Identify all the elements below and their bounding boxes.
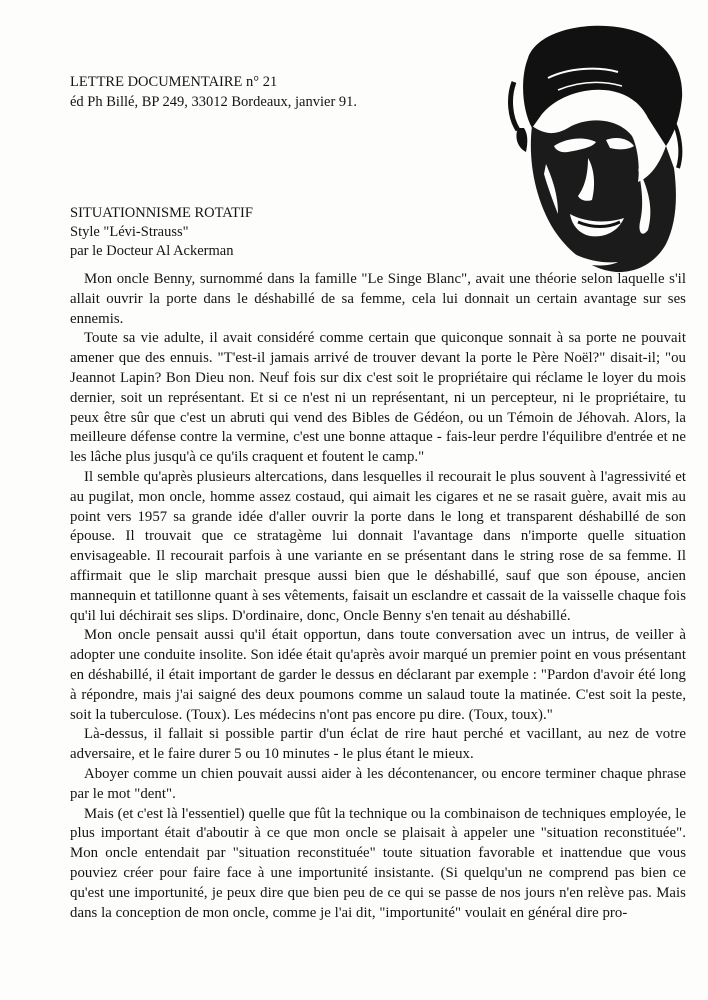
woodcut-portrait-illustration [488,18,692,282]
article-style: Style "Lévi-Strauss" [70,224,189,240]
paragraph: Là-dessus, il fallait si possible partir d'un éclat de rire haut perché et vacillant, au nez de votre adversaire, et le faire durer 5 ou 10 minutes - le plus étant le mieux. [70,726,686,763]
paragraph: Mon oncle Benny, surnommé dans la famille "Le Singe Blanc", avait une théorie selon laquelle s'il allait ouvrir la porte dans le déshabillé de sa femme, cela lui donnait un certain avantage sur ses ennemis. [70,271,686,327]
header-publisher: éd Ph Billé, BP 249, 33012 Bordeaux, janvier 91. [70,94,358,110]
article-body [70,270,686,923]
paragraph: Il semble qu'après plusieurs altercations, dans lesquelles il recourait le plus souvent à l'agressivité et au pugilat, mon oncle, homme assez costaud, qui aimait les cigares et ne se rasait guère, avait mis au point vers 1957 sa grande idée d'aller ouvrir la porte dans le long et transparent déshabillé de son épouse. Il trouvait que ce stratagème lui donnait l'avantage dans n'importe quelle situation envisageable. Il recourait parfois à une variante en se présentant dans le string rose de sa femme. Il affirmait que le slip marchait presque aussi bien que le déshabillé, sauf que son épouse, ancien mannequin et tatillonne quant à ses vêtements, faisait un esclandre et cassait de la vaisselle chaque fois qu'il lui déchirait ses slips. D'ordinaire, donc, Oncle Benny s'en tenait au déshabillé. [70,468,686,624]
letter-header [70,72,357,112]
paragraph: Mon oncle pensait aussi qu'il était opportun, dans toute conversation avec un intrus, de veiller à adopter une conduite insolite. Son idée était qu'après avoir marqué un premier point en vous présentant en déshabillé, il était important de garder le dessus en déclarant par exemple : "Pardon d'avoir été long à répondre, mais j'ai saigné des deux poumons comme un salaud toute la matinée. C'est soit la peste, soit la tuberculose. (Toux). Les médecins n'ont pas encore pu dire. (Toux, toux)." [70,627,686,723]
article-author: par le Docteur Al Ackerman [70,243,234,259]
article-heading [70,204,253,261]
paragraph: Aboyer comme un chien pouvait aussi aider à les décontenancer, ou encore terminer chaque phrase par le mot "dent". [70,765,686,802]
article-title: SITUATIONNISME ROTATIF [70,205,253,221]
paragraph: Mais (et c'est là l'essentiel) quelle que fût la technique ou la combinaison de techniques employée, le plus important était d'aboutir à ce que mon oncle se plaisait à appeler une "situation reconstituée". Mon oncle entendait par "situation reconstituée" toute situation favorable et inattendue que vous pouviez créer pour faire face à une importunité insistante. (Si quelqu'un ne comprend pas bien ce qu'est une importunité, je peux dire que bien peu de ce qui se passe de nos jours n'en relève pas. Mais dans la conception de mon oncle, comme je l'ai dit, "importunité" voulait en général dire pro- [70,805,686,921]
header-title: LETTRE DOCUMENTAIRE n° 21 [70,74,278,90]
paragraph: Toute sa vie adulte, il avait considéré comme certain que quiconque sonnait à sa porte ne pouvait amener que des ennuis. "T'est-il jamais arrivé de trouver devant la porte le Père Noël?" disait-il; "ou Jeannot Lapin? Bon Dieu non. Neuf fois sur dix c'est soit le propriétaire qui réclame le loyer du mois dernier, soit un représentant. Et si ce n'est ni un représentant, ni un percepteur, ni le propriétaire, tu peux être sûr que c'est un abruti qui vend des Bibles de Gédéon, ou un Témoin de Jéhovah. Alors, la meilleure défense contre la vermine, c'est une bonne attaque - fais-leur perdre l'équilibre d'entrée et ne les lâche plus jusqu'à ce qu'ils craquent et foutent le camp." [70,330,686,466]
